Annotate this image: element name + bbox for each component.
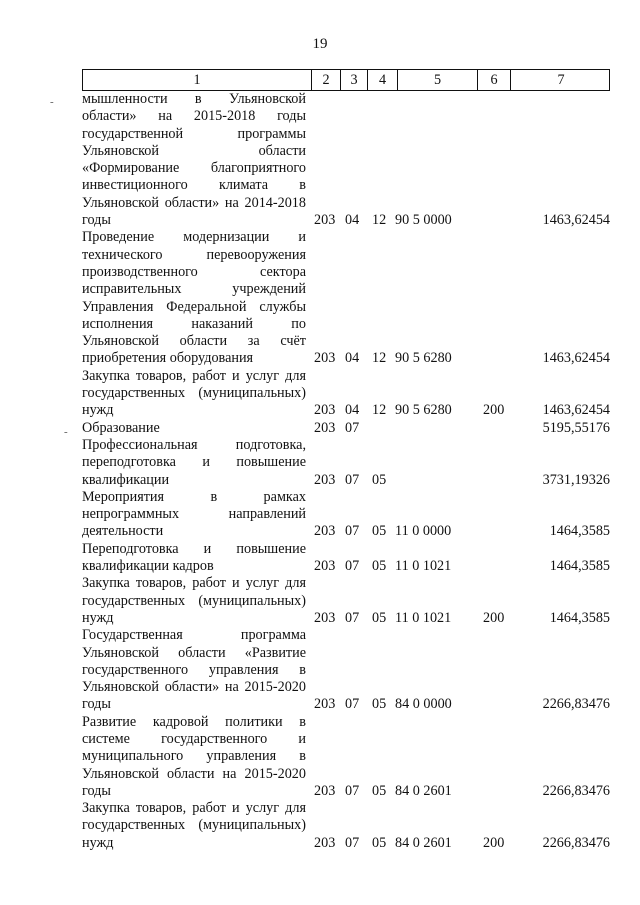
cell-amount: 1463,62454 bbox=[542, 212, 610, 229]
cell-target-article: 90 5 0000 bbox=[395, 212, 452, 229]
cell-amount: 1464,3585 bbox=[549, 558, 610, 575]
cell-subsection: 12 bbox=[372, 402, 387, 419]
table-row bbox=[82, 800, 610, 852]
row-description: Мероприятия в рамках непрограммных направлений деятельности bbox=[82, 488, 306, 540]
cell-target-article: 90 5 6280 bbox=[395, 402, 452, 419]
cell-section: 07 bbox=[345, 609, 360, 626]
cell-section: 07 bbox=[345, 558, 360, 575]
cell-subsection: 05 bbox=[372, 471, 387, 488]
table-body bbox=[82, 91, 610, 852]
header-cell: 1 bbox=[193, 72, 201, 88]
cell-target-article: 84 0 2601 bbox=[395, 782, 452, 799]
cell-grbs: 203 bbox=[314, 523, 336, 540]
cell-subsection: 05 bbox=[372, 523, 387, 540]
cell-grbs: 203 bbox=[314, 558, 336, 575]
row-description: Государственная программа Ульяновской области «Развитие государственного управления в Ульяновской области» на 2015-2020 годы bbox=[82, 627, 306, 713]
cell-grbs: 203 bbox=[314, 471, 336, 488]
cell-target-article: 84 0 0000 bbox=[395, 696, 452, 713]
table-row bbox=[82, 627, 610, 713]
table-row bbox=[82, 437, 610, 489]
row-description: Профессиональная подготовка, переподготовка и повышение квалификации bbox=[82, 436, 306, 488]
cell-amount: 1463,62454 bbox=[542, 402, 610, 419]
cell-amount: 1464,3585 bbox=[549, 609, 610, 626]
cell-section: 07 bbox=[345, 471, 360, 488]
header-cell: 7 bbox=[510, 70, 611, 90]
cell-amount: 3731,19326 bbox=[542, 471, 610, 488]
cell-section: 04 bbox=[345, 402, 360, 419]
table-row bbox=[82, 420, 610, 437]
table-row bbox=[82, 575, 610, 627]
cell-target-article: 90 5 6280 bbox=[395, 350, 452, 367]
scan-mark: - bbox=[50, 96, 54, 108]
header-cell: 3 bbox=[340, 70, 367, 90]
cell-subsection: 05 bbox=[372, 609, 387, 626]
row-description: Развитие кадровой политики в системе государственного и муниципального управления в Ульяновской области на 2015-2020 годы bbox=[82, 713, 306, 799]
row-description: Образование bbox=[82, 419, 160, 436]
cell-amount: 1463,62454 bbox=[542, 350, 610, 367]
row-description: Переподготовка и повышение квалификации кадров bbox=[82, 540, 306, 575]
cell-amount: 2266,83476 bbox=[542, 834, 610, 851]
cell-section: 04 bbox=[345, 350, 360, 367]
cell-grbs: 203 bbox=[314, 350, 336, 367]
cell-expense-type: 200 bbox=[483, 834, 505, 851]
table-row bbox=[82, 91, 610, 229]
cell-expense-type: 200 bbox=[483, 609, 505, 626]
cell-subsection: 05 bbox=[372, 782, 387, 799]
scan-mark: - bbox=[64, 426, 68, 438]
table-row bbox=[82, 714, 610, 800]
cell-subsection: 12 bbox=[372, 212, 387, 229]
table-row bbox=[82, 229, 610, 367]
cell-grbs: 203 bbox=[314, 696, 336, 713]
cell-section: 07 bbox=[345, 782, 360, 799]
table-header-row bbox=[82, 69, 610, 91]
cell-target-article: 11 0 0000 bbox=[395, 523, 452, 540]
table-row bbox=[82, 541, 610, 576]
cell-grbs: 203 bbox=[314, 609, 336, 626]
cell-amount: 2266,83476 bbox=[542, 782, 610, 799]
cell-subsection: 05 bbox=[372, 696, 387, 713]
cell-amount: 1464,3585 bbox=[549, 523, 610, 540]
budget-table bbox=[82, 69, 610, 852]
table-row bbox=[82, 489, 610, 541]
row-description: Закупка товаров, работ и услуг для государственных (муниципальных) нужд bbox=[82, 800, 306, 851]
cell-section: 07 bbox=[345, 834, 360, 851]
cell-target-article: 11 0 1021 bbox=[395, 609, 452, 626]
header-cell: 4 bbox=[367, 70, 397, 90]
header-cell: 6 bbox=[477, 70, 510, 90]
cell-subsection: 05 bbox=[372, 834, 387, 851]
table-row bbox=[82, 368, 610, 420]
cell-grbs: 203 bbox=[314, 834, 336, 851]
cell-expense-type: 200 bbox=[483, 402, 505, 419]
cell-grbs: 203 bbox=[314, 782, 336, 799]
cell-amount: 5195,55176 bbox=[542, 419, 610, 436]
header-cell: 5 bbox=[397, 70, 477, 90]
cell-target-article: 84 0 2601 bbox=[395, 834, 452, 851]
cell-section: 04 bbox=[345, 212, 360, 229]
cell-subsection: 05 bbox=[372, 558, 387, 575]
cell-amount: 2266,83476 bbox=[542, 696, 610, 713]
cell-grbs: 203 bbox=[314, 419, 336, 436]
header-cell: 2 bbox=[311, 70, 340, 90]
cell-target-article: 11 0 1021 bbox=[395, 558, 452, 575]
cell-grbs: 203 bbox=[314, 212, 336, 229]
row-description: Закупка товаров, работ и услуг для государственных (муниципальных) нужд bbox=[82, 575, 306, 626]
cell-section: 07 bbox=[345, 696, 360, 713]
cell-subsection: 12 bbox=[372, 350, 387, 367]
row-description: Проведение модернизации и технического перевооружения производственного сектора исправительных учреждений Управления Федеральной службы исполнения наказаний по Ульяновской области за счёт приобретения оборудования bbox=[82, 229, 306, 367]
page-number: 19 bbox=[312, 36, 328, 52]
cell-section: 07 bbox=[345, 523, 360, 540]
cell-section: 07 bbox=[345, 419, 360, 436]
row-description: Закупка товаров, работ и услуг для государственных (муниципальных) нужд bbox=[82, 367, 306, 419]
cell-grbs: 203 bbox=[314, 402, 336, 419]
row-description: мышленности в Ульяновской области» на 2015-2018 годы государственной программы Ульяновской области «Формирование благоприятного инвестиционного климата в Ульяновской области» на 2014-2018 годы bbox=[82, 91, 306, 229]
